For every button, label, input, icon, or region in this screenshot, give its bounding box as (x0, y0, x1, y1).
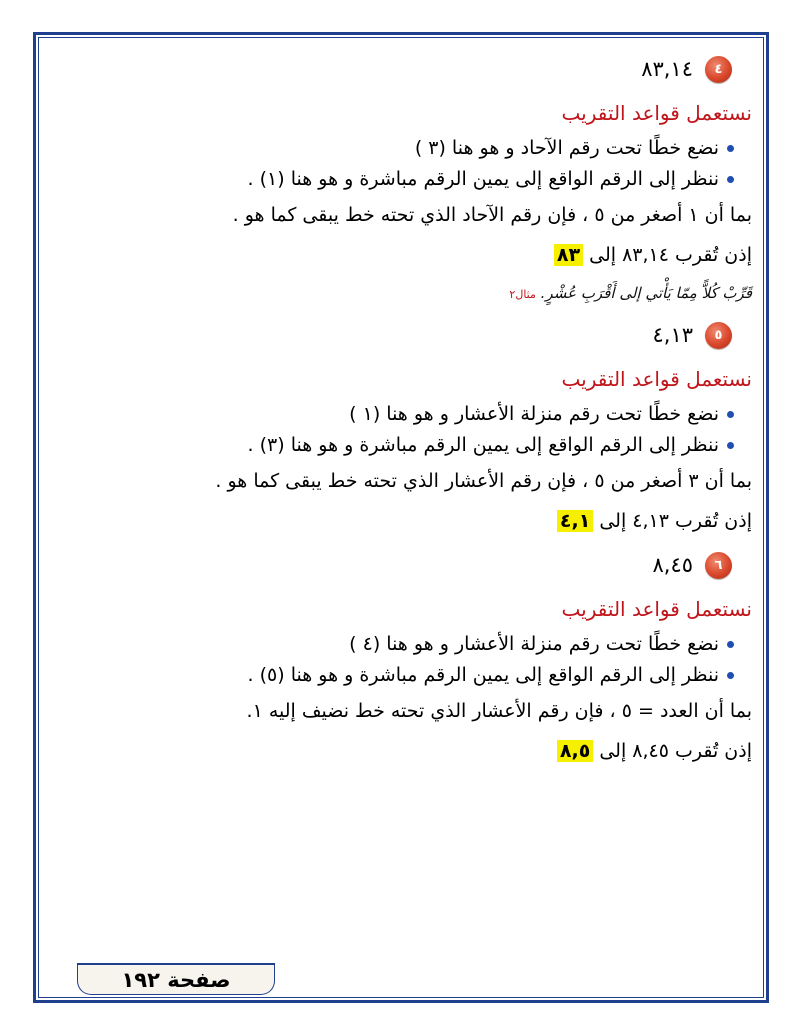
reason-text: بما أن ١ أصغر من ٥ ، فإن رقم الآحاد الذي تحته خط يبقى كما هو . (232, 204, 752, 226)
list-item: نضع خطًا تحت رقم الآحاد و هو هنا (٣ ) (48, 133, 734, 164)
steps-list (48, 629, 754, 691)
section-heading: نستعمل قواعد التقريب (561, 597, 752, 621)
problem-value: ٨٣,١٤ (641, 57, 693, 81)
answer-highlight: ٨,٥ (557, 740, 593, 762)
bullet-icon (727, 145, 734, 152)
page-number-tab (77, 963, 275, 995)
list-item: ننظر إلى الرقم الواقع إلى يمين الرقم مباشرة و هو هنا (٥) . (48, 660, 734, 691)
steps-list (48, 399, 754, 461)
page-content (48, 45, 754, 771)
page-number-label: صفحة ١٩٢ (121, 967, 231, 992)
problem-value: ٤,١٣ (652, 323, 693, 347)
bullet-icon (727, 176, 734, 183)
conclusion-text: إذن تُقرب ٤,١٣ إلى (599, 510, 752, 532)
example-tag: مثال٢ (509, 288, 536, 301)
conclusion-text: إذن تُقرب ٨٣,١٤ إلى (589, 244, 752, 266)
conclusion-line (48, 501, 754, 541)
bullet-icon (727, 672, 734, 679)
answer-highlight: ٤,١ (557, 510, 593, 532)
bullet-icon (727, 641, 734, 648)
problem-header (48, 45, 754, 93)
list-item: ننظر إلى الرقم الواقع إلى يمين الرقم مباشرة و هو هنا (٣) . (48, 430, 734, 461)
problem-block-4 (48, 45, 754, 275)
problem-number-badge: ٦ (705, 552, 732, 579)
problem-block-6 (48, 541, 754, 771)
section-heading: نستعمل قواعد التقريب (561, 101, 752, 125)
problem-number-badge: ٥ (705, 322, 732, 349)
reason-text: بما أن ٣ أصغر من ٥ ، فإن رقم الأعشار الذي تحته خط يبقى كما هو . (215, 470, 752, 492)
steps-list (48, 133, 754, 195)
section-heading: نستعمل قواعد التقريب (561, 367, 752, 391)
reason-text: بما أن العدد = ٥ ، فإن رقم الأعشار الذي تحته خط نضيف إليه ١. (246, 700, 752, 722)
list-item: نضع خطًا تحت رقم منزلة الأعشار و هو هنا (١ ) (48, 399, 734, 430)
bullet-icon (727, 411, 734, 418)
problem-number-badge: ٤ (705, 56, 732, 83)
instruction-text: قَرِّبْ كُلاًّ مِمّا يَأْتي إلى أَقْرَبِ عُشْرٍ. (540, 284, 752, 302)
list-item: نضع خطًا تحت رقم منزلة الأعشار و هو هنا (٤ ) (48, 629, 734, 660)
bullet-icon (727, 442, 734, 449)
conclusion-line (48, 235, 754, 275)
conclusion-text: إذن تُقرب ٨,٤٥ إلى (599, 740, 752, 762)
problem-header (48, 311, 754, 359)
problem-block-5 (48, 311, 754, 541)
answer-highlight: ٨٣ (554, 244, 583, 266)
problem-value: ٨,٤٥ (652, 553, 693, 577)
problem-header (48, 541, 754, 589)
conclusion-line (48, 731, 754, 771)
example-instruction (48, 275, 754, 311)
list-item: ننظر إلى الرقم الواقع إلى يمين الرقم مباشرة و هو هنا (١) . (48, 164, 734, 195)
